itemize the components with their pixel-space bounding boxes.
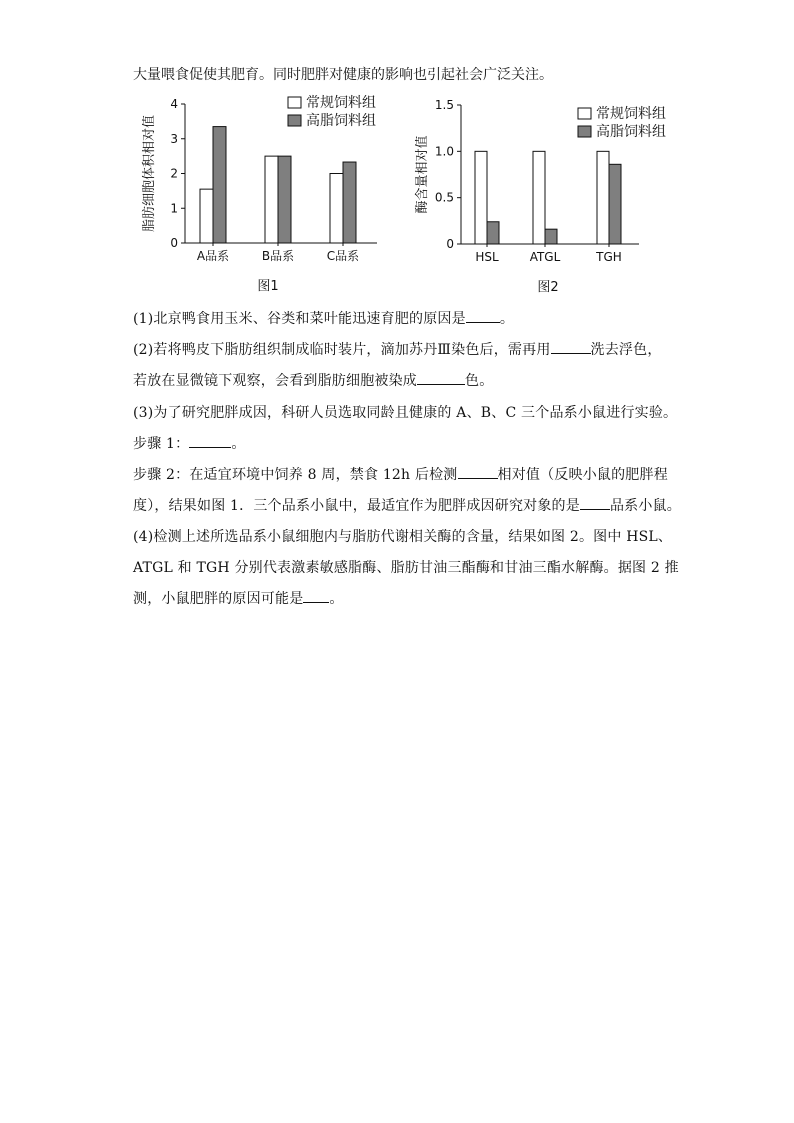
bar-highfat-2 — [609, 164, 621, 244]
answer-blank-6[interactable] — [580, 496, 610, 510]
y-tick-label: 2 — [170, 166, 178, 181]
question-4-end-text: 测，小鼠肥胖的原因可能是 — [133, 591, 304, 607]
y-tick-label: 1 — [170, 201, 178, 216]
x-tick-label: C品系 — [326, 249, 360, 263]
legend-swatch-1 — [578, 126, 591, 137]
question-2-cont-end: 色。 — [465, 373, 494, 389]
question-4-text: (4)检测上述所选品系小鼠细胞内与脂肪代谢相关酶的含量，结果如图 2。图中 HSL、 — [133, 529, 673, 545]
bar-highfat-1 — [278, 156, 291, 243]
x-tick-label: A品系 — [196, 249, 230, 263]
y-axis-label: 酶含量相对值 — [415, 135, 430, 214]
figure-caption: 图1 — [257, 279, 279, 294]
y-tick-label: 4 — [170, 97, 178, 111]
answer-blank-7[interactable] — [303, 589, 329, 603]
legend-label-0: 常规饲料组 — [596, 106, 666, 122]
question-1 — [133, 308, 514, 328]
y-tick-label: 0 — [170, 236, 178, 250]
question-2-text: (2)若将鸭皮下脂肪组织制成临时装片，滴加苏丹Ⅲ染色后，需再用 — [133, 342, 551, 358]
step-2-text: 步骤 2：在适宜环境中饲养 8 周，禁食 12h 后检测 — [133, 467, 458, 483]
y-tick-label: 0 — [446, 237, 454, 251]
step-2-cont — [133, 495, 681, 515]
question-4-end-line — [133, 588, 344, 608]
bar-highfat-1 — [545, 229, 557, 244]
y-tick-label: 1.5 — [434, 98, 454, 112]
legend-swatch-0 — [288, 97, 301, 108]
x-tick-label: ATGL — [529, 250, 561, 264]
x-tick-label: HSL — [475, 250, 499, 264]
question-4 — [133, 526, 672, 546]
question-2-cont-text: 若放在显微镜下观察，会看到脂肪细胞被染成 — [133, 373, 417, 389]
answer-blank-1[interactable] — [466, 309, 500, 323]
question-4-end: 。 — [329, 591, 344, 607]
bar-regular-0 — [200, 189, 213, 243]
figure-1-chart — [135, 92, 395, 302]
bar-highfat-0 — [213, 127, 226, 243]
question-1-end: 。 — [499, 311, 515, 327]
legend-label-0: 常规饲料组 — [306, 95, 376, 111]
step-2-end: 相对值（反映小鼠的肥胖程 — [497, 467, 668, 483]
question-2-cont — [133, 370, 493, 390]
legend-swatch-0 — [578, 108, 591, 119]
y-tick-label: 3 — [170, 131, 178, 146]
legend-swatch-1 — [288, 115, 301, 126]
answer-blank-3[interactable] — [417, 371, 465, 385]
bar-highfat-0 — [487, 222, 499, 244]
intro-text: 大量喂食促使其肥育。同时肥胖对健康的影响也引起社会广泛关注。 — [133, 67, 553, 83]
legend-label-1: 高脂饲料组 — [596, 124, 666, 140]
answer-blank-2[interactable] — [551, 340, 591, 354]
answer-blank-5[interactable] — [458, 465, 498, 479]
step-1-end: 。 — [231, 436, 246, 452]
bar-highfat-2 — [343, 162, 356, 243]
question-3-text: (3)为了研究肥胖成因，科研人员选取同龄且健康的 A、B、C 三个品系小鼠进行实验。 — [133, 405, 678, 421]
x-tick-label: B品系 — [261, 249, 295, 263]
step-1-text: 步骤 1： — [133, 436, 190, 452]
x-tick-label: TGH — [596, 250, 622, 264]
figure-caption: 图2 — [537, 280, 559, 295]
question-1-text: (1)北京鸭食用玉米、谷类和菜叶能迅速育肥的原因是 — [133, 311, 466, 327]
answer-blank-4[interactable] — [189, 434, 231, 448]
y-tick-label: 0.5 — [434, 190, 454, 205]
figure-2-chart — [410, 92, 680, 302]
legend-label-1: 高脂饲料组 — [306, 113, 376, 129]
bar-regular-0 — [475, 151, 487, 244]
step-2 — [133, 464, 668, 484]
question-2-end: 洗去浮色， — [590, 342, 662, 358]
bar-regular-1 — [265, 156, 278, 243]
question-3 — [133, 402, 677, 422]
y-axis-label: 脂肪细胞体积相对值 — [142, 114, 157, 233]
question-4-cont-text: ATGL 和 TGH 分别代表激素敏感脂酶、脂肪甘油三酯酶和甘油三酯水解酶。据图 2 推 — [133, 560, 679, 576]
y-tick-label: 1.0 — [434, 144, 454, 159]
bar-regular-2 — [330, 174, 343, 244]
step-2-cont-end: 品系小鼠。 — [609, 498, 681, 514]
bar-regular-2 — [597, 151, 609, 244]
bar-regular-1 — [533, 151, 545, 244]
step-1 — [133, 433, 246, 453]
question-2 — [133, 339, 662, 359]
step-2-cont-text: 度），结果如图 1．三个品系小鼠中，最适宜作为肥胖成因研究对象的是 — [133, 498, 580, 514]
question-4-cont — [133, 557, 679, 577]
